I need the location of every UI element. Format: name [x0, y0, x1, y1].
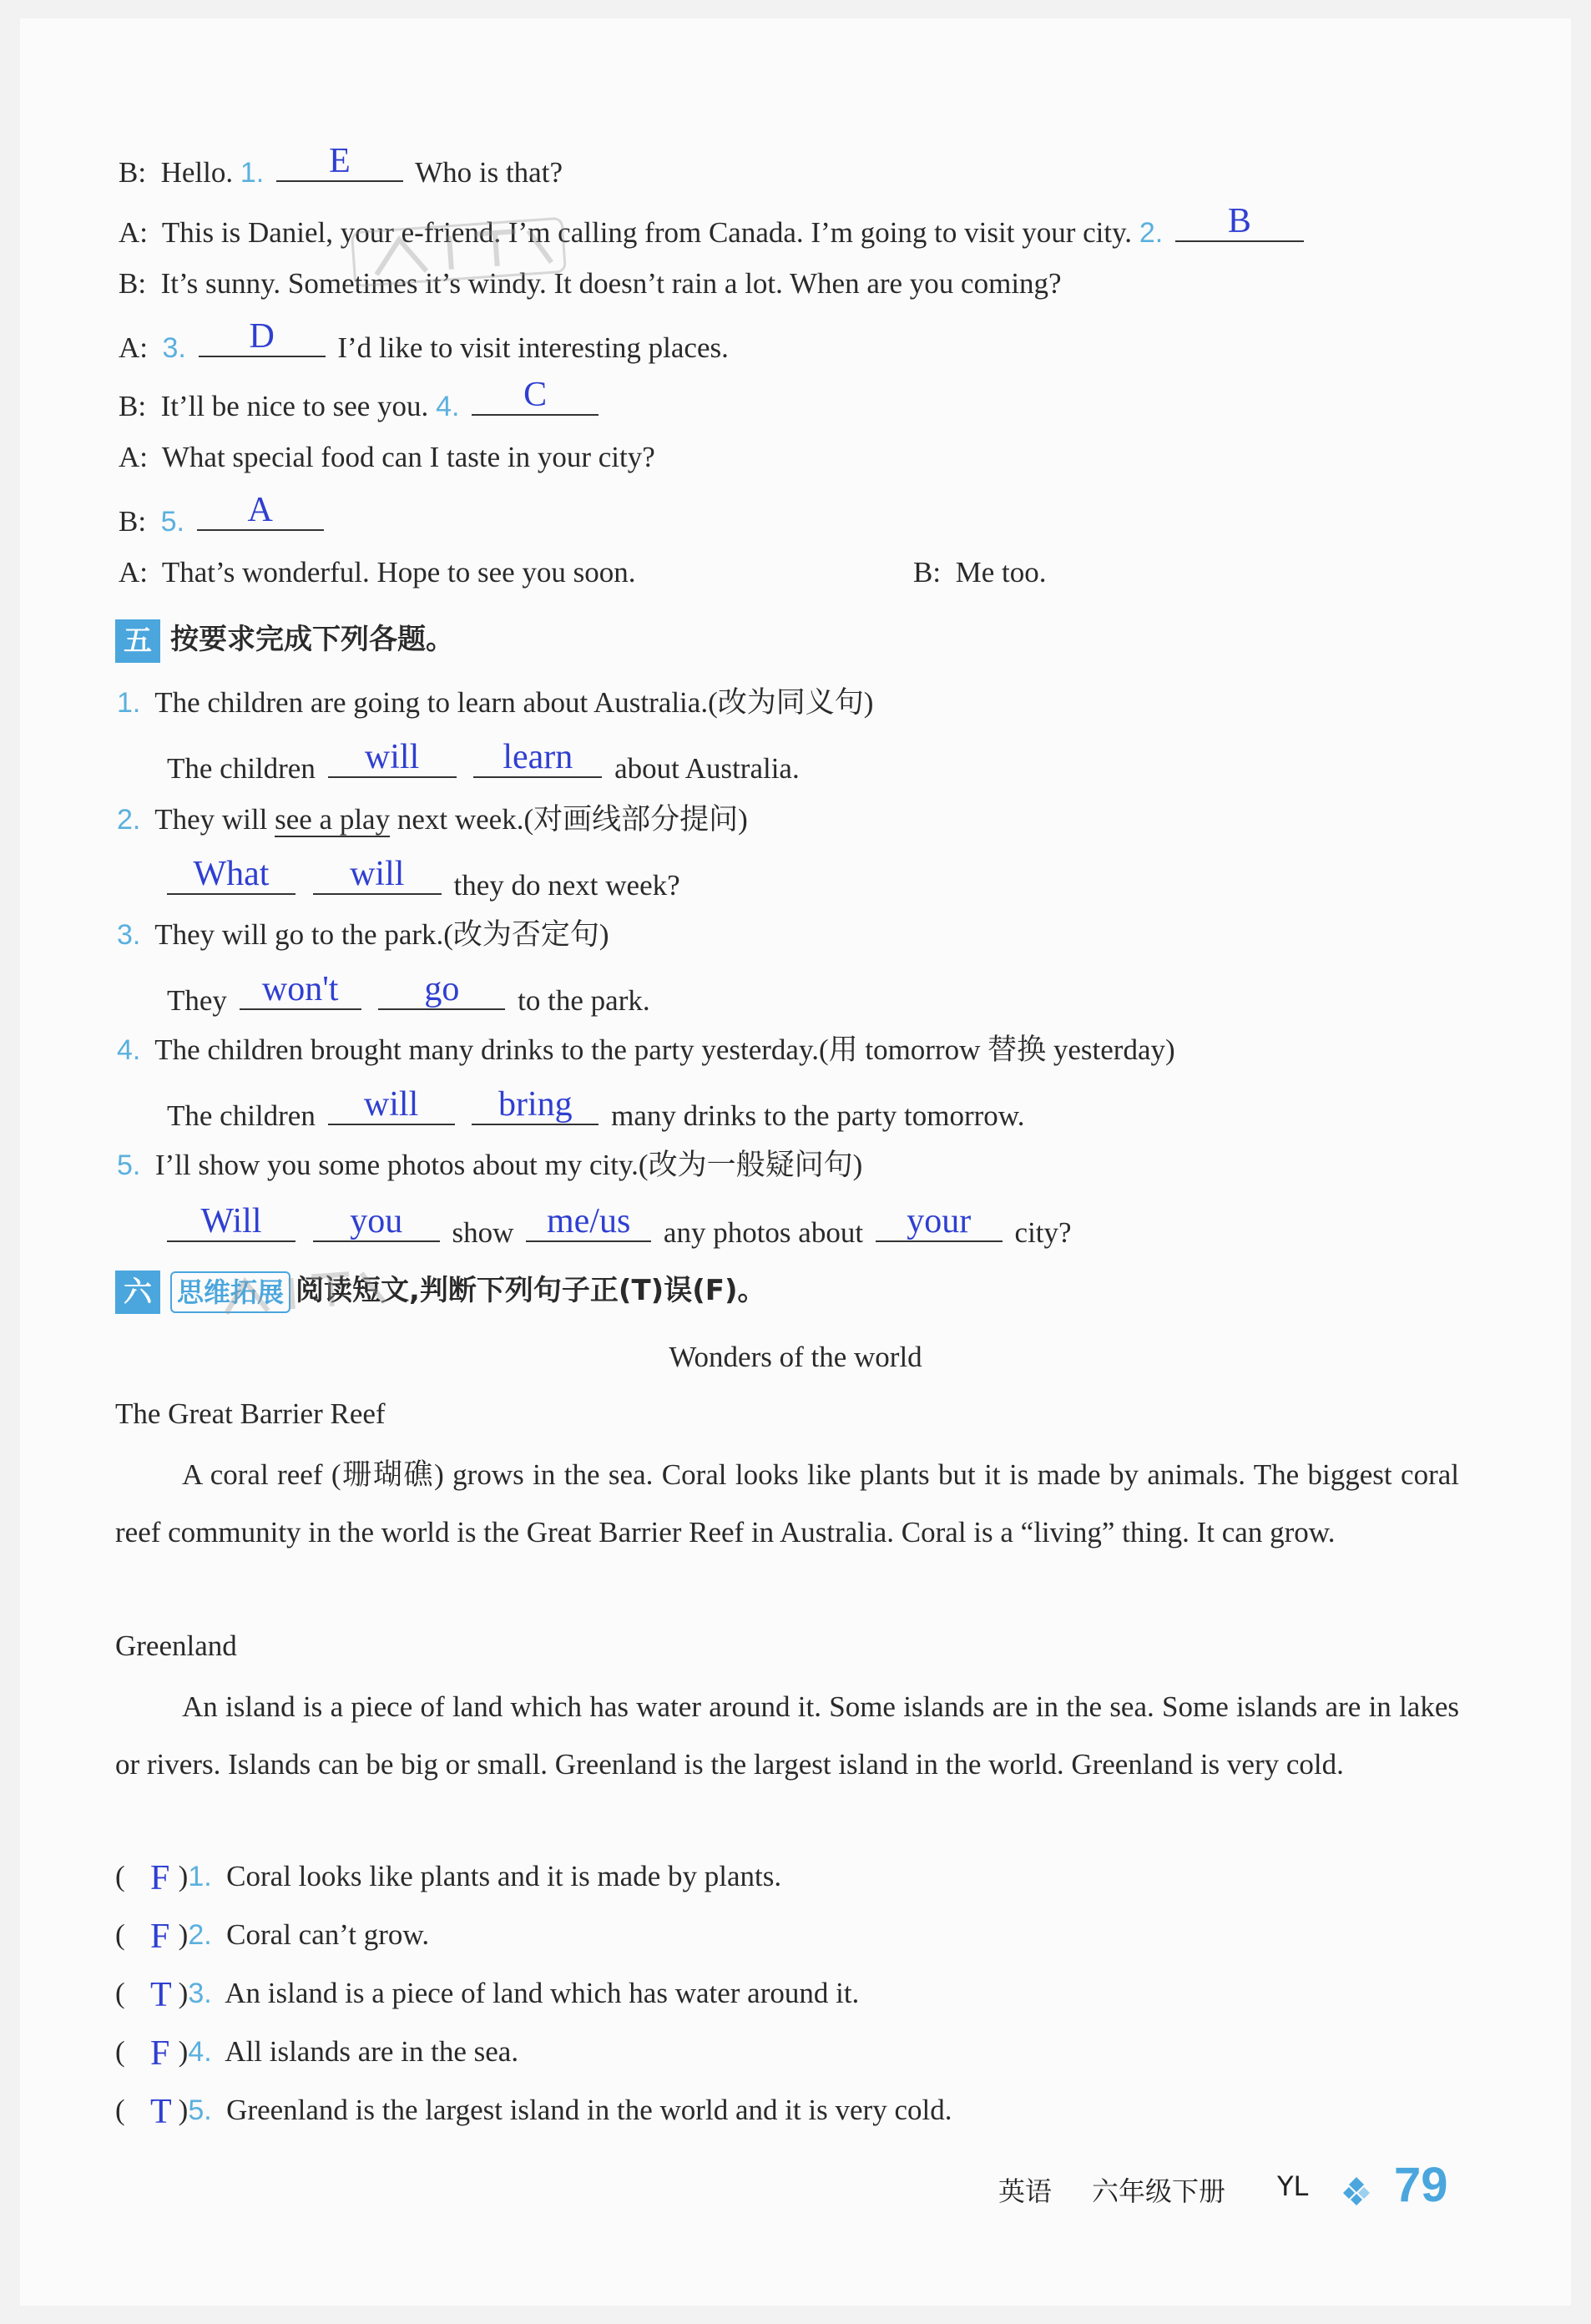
dialogue-line-8: A: That’s wonderful. Hope to see you soon. [119, 556, 636, 589]
answer-blank[interactable]: D [199, 322, 326, 357]
tf-answer-2: F [150, 1917, 170, 1956]
tf-answer-4: F [150, 2034, 170, 2073]
answer-blank[interactable]: will [313, 860, 442, 895]
tf-answer-1: F [150, 1859, 170, 1897]
answer-blank[interactable]: me/us [526, 1207, 651, 1242]
s5-answer-1: The children will learn about Australia. [167, 738, 800, 785]
tf-item-1: ( )1. Coral looks like plants and it is made by plants. [115, 1860, 782, 1892]
watermark-logo [348, 211, 570, 306]
section-5-heading: 五 按要求完成下列各题。 [115, 616, 454, 663]
answer-blank[interactable]: C [472, 381, 599, 416]
answer-blank[interactable]: will [328, 743, 457, 778]
answer-blank[interactable]: go [378, 975, 505, 1010]
dialogue-line-5: B: It’ll be nice to see you. 4. C [119, 381, 604, 425]
s5-answer-3: They won't go to the park. [167, 970, 650, 1017]
answer-blank[interactable]: Will [167, 1207, 295, 1242]
dialogue-line-3: B: It’s sunny. Sometimes it’s windy. It doesn’t rain a lot. When are you coming? [119, 267, 1062, 300]
s5-question-5: 5. I’ll show you some photos about my city.(改为一般疑问句) [117, 1149, 863, 1181]
answer-blank[interactable]: you [313, 1207, 440, 1242]
answer-blank[interactable]: B [1175, 207, 1304, 242]
s5-question-4: 4. The children brought many drinks to the party yesterday.(用 tomorrow 替换 yesterday) [117, 1033, 1175, 1066]
s5-question-1: 1. The children are going to learn about Australia.(改为同义句) [117, 686, 874, 719]
dialogue-line-6: A: What special food can I taste in your city? [119, 441, 655, 473]
answer-blank[interactable]: bring [472, 1090, 599, 1125]
watermark-logo-2 [206, 1255, 402, 1341]
diamond-icon [1341, 2175, 1372, 2211]
tf-item-2: ( )2. Coral can’t grow. [115, 1918, 430, 1951]
tf-answer-5: T [150, 2093, 172, 2131]
footer-grade: 六年级下册 [1092, 2175, 1226, 2207]
passage-heading-1: The Great Barrier Reef [115, 1397, 386, 1430]
answer-blank[interactable]: What [167, 860, 295, 895]
tf-item-5: ( )5. Greenland is the largest island in the world and it is very cold. [115, 2094, 952, 2126]
s5-answer-4: The children will bring many drinks to the party tomorrow. [167, 1085, 1025, 1132]
answer-blank[interactable]: E [276, 147, 403, 182]
s5-question-3: 3. They will go to the park.(改为否定句) [117, 918, 609, 951]
dialogue-line-4: A: 3. D I’d like to visit interesting places. [119, 317, 729, 364]
passage-paragraph-1: A coral reef (珊瑚礁) grows in the sea. Coral looks like plants but it is made by animals. The biggest coral reef community in the world is the Great Barrier Reef in Australia. Coral is a “living” thing. It can grow. [115, 1458, 1459, 1548]
dialogue-line-7: B: 5. A [119, 496, 329, 540]
tf-item-3: ( )3. An island is a piece of land which has water around it. [115, 1977, 860, 2009]
passage-title: Wonders of the world [669, 1341, 922, 1373]
answer-blank[interactable]: A [197, 496, 324, 531]
passage-paragraph-2: An island is a piece of land which has water around it. Some islands are in the sea. Some islands are in lakes or rivers. Islands can be big or small. Greenland is the largest island in the world. Greenland is very cold. [115, 1690, 1459, 1781]
watermark-icon [206, 1255, 402, 1327]
answer-blank[interactable]: won't [240, 975, 361, 1010]
tf-item-4: ( )4. All islands are in the sea. [115, 2035, 519, 2068]
section-6-badge: 六 [115, 1271, 160, 1314]
dialogue-line-2: A: This is Daniel, your e-friend. I’m calling from Canada. I’m going to visit your city. 2. B [119, 207, 1309, 251]
footer-edition: YL [1277, 2170, 1309, 2202]
answer-blank[interactable]: will [328, 1090, 455, 1125]
section-6-heading: 六 思维拓展 阅读短文,判断下列句子正(T)误(F)。 [115, 1267, 766, 1314]
passage-heading-2: Greenland [115, 1629, 237, 1662]
answer-blank[interactable]: learn [473, 743, 602, 778]
tf-answer-3: T [150, 1976, 172, 2014]
s5-answer-2: What will they do next week? [162, 860, 680, 904]
section-5-badge: 五 [115, 619, 160, 663]
watermark-icon [348, 211, 569, 293]
thinking-extension-tag: 思维拓展 [170, 1271, 290, 1313]
s5-question-2: 2. They will see a play next week.(对画线部分提问) [117, 803, 748, 836]
s5-answer-5: Will you show me/us any photos about your city? [162, 1207, 1072, 1251]
answer-blank[interactable]: your [876, 1207, 1003, 1242]
dialogue-line-1: B: Hello. 1. E Who is that? [119, 142, 563, 189]
footer-subject: 英语 [998, 2175, 1053, 2207]
dialogue-reply: B: Me too. [913, 556, 1047, 589]
page-number: 79 [1394, 2158, 1448, 2212]
